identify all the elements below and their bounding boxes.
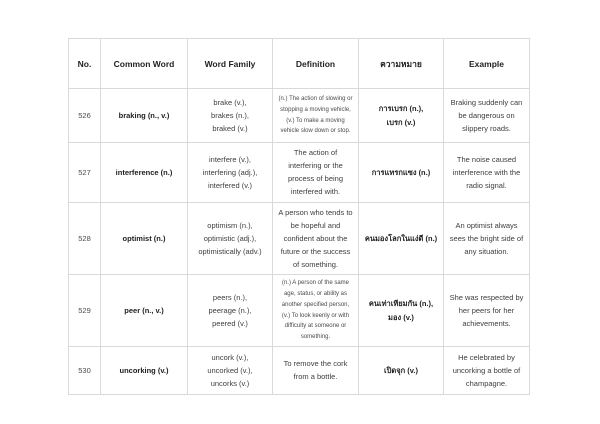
word-family-line: braked (v.) (212, 124, 248, 134)
word-family-line: optimism (n.), (207, 220, 253, 230)
meaning-line: เปิดจุก (v.) (384, 365, 418, 375)
cell-no: 530 (69, 346, 101, 394)
word-family-line: uncork (v.), (211, 352, 249, 362)
cell-no: 528 (69, 202, 101, 275)
cell-common-word: braking (n., v.) (101, 89, 188, 143)
meaning-line: เบรก (v.) (386, 117, 416, 127)
meaning-line: คนมองโลกในแง่ดี (n.) (364, 233, 438, 243)
cell-meaning (359, 89, 444, 143)
cell-meaning (359, 275, 444, 347)
cell-no: 527 (69, 143, 101, 203)
cell-common-word: optimist (n.) (101, 202, 188, 275)
header-row (69, 39, 530, 89)
cell-meaning (359, 346, 444, 394)
table-row (69, 143, 530, 203)
word-family-line: uncorked (v.), (207, 365, 253, 375)
cell-example: The noise caused interference with the radio signal. (444, 143, 530, 203)
cell-definition: (n.) The action of slowing or stopping a moving vehicle, (v.) To make a moving vehicle slow down or stop. (273, 89, 359, 143)
cell-example: An optimist always sees the bright side of any situation. (444, 202, 530, 275)
word-family-line: optimistically (adv.) (198, 246, 262, 256)
header-meaning-thai: ความหมาย (359, 39, 444, 89)
meaning-line: การเบรก (n.), (378, 104, 424, 114)
cell-no: 526 (69, 89, 101, 143)
word-family-line: brake (v.), (213, 97, 247, 107)
cell-word-family (188, 143, 273, 203)
cell-word-family (188, 89, 273, 143)
vocab-table (68, 38, 530, 395)
word-family-line: interfered (v.) (207, 180, 253, 190)
word-family-line: peered (v.) (212, 319, 248, 329)
table-row (69, 275, 530, 347)
cell-meaning (359, 202, 444, 275)
word-family-line: uncorks (v.) (210, 378, 250, 388)
cell-no: 529 (69, 275, 101, 347)
word-family-line: peers (n.), (212, 292, 248, 302)
cell-definition: To remove the cork from a bottle. (273, 346, 359, 394)
word-family-line: brakes (n.), (211, 110, 249, 120)
word-family-line: optimistic (adj.), (203, 233, 257, 243)
cell-common-word: peer (n., v.) (101, 275, 188, 347)
table-row (69, 89, 530, 143)
cell-common-word: uncorking (v.) (101, 346, 188, 394)
cell-example: She was respected by her peers for her achievements. (444, 275, 530, 347)
cell-example: He celebrated by uncorking a bottle of champagne. (444, 346, 530, 394)
header-example: Example (444, 39, 530, 89)
cell-definition: A person who tends to be hopeful and confident about the future or the success of something. (273, 202, 359, 275)
header-definition: Definition (273, 39, 359, 89)
header-no: No. (69, 39, 101, 89)
cell-meaning (359, 143, 444, 203)
meaning-line: มอง (v.) (388, 312, 414, 322)
cell-definition: (n.) A person of the same age, status, or ability as another specified person, (v.) To look keenly or with difficulty at someone or something. (273, 275, 359, 347)
word-family-line: peerage (n.), (208, 305, 252, 315)
word-family-line: interfering (adj.), (202, 167, 258, 177)
table-row (69, 202, 530, 275)
cell-word-family (188, 275, 273, 347)
meaning-line: คนเท่าเทียมกัน (n.), (368, 299, 434, 309)
cell-example: Braking suddenly can be dangerous on slippery roads. (444, 89, 530, 143)
word-family-line: interfere (v.), (209, 154, 251, 164)
cell-word-family (188, 346, 273, 394)
cell-common-word: interference (n.) (101, 143, 188, 203)
cell-word-family (188, 202, 273, 275)
meaning-line: การแทรกแซง (n.) (371, 167, 431, 177)
cell-definition: The action of interfering or the process of being interfered with. (273, 143, 359, 203)
header-word-family: Word Family (188, 39, 273, 89)
table-row (69, 346, 530, 394)
header-common-word: Common Word (101, 39, 188, 89)
